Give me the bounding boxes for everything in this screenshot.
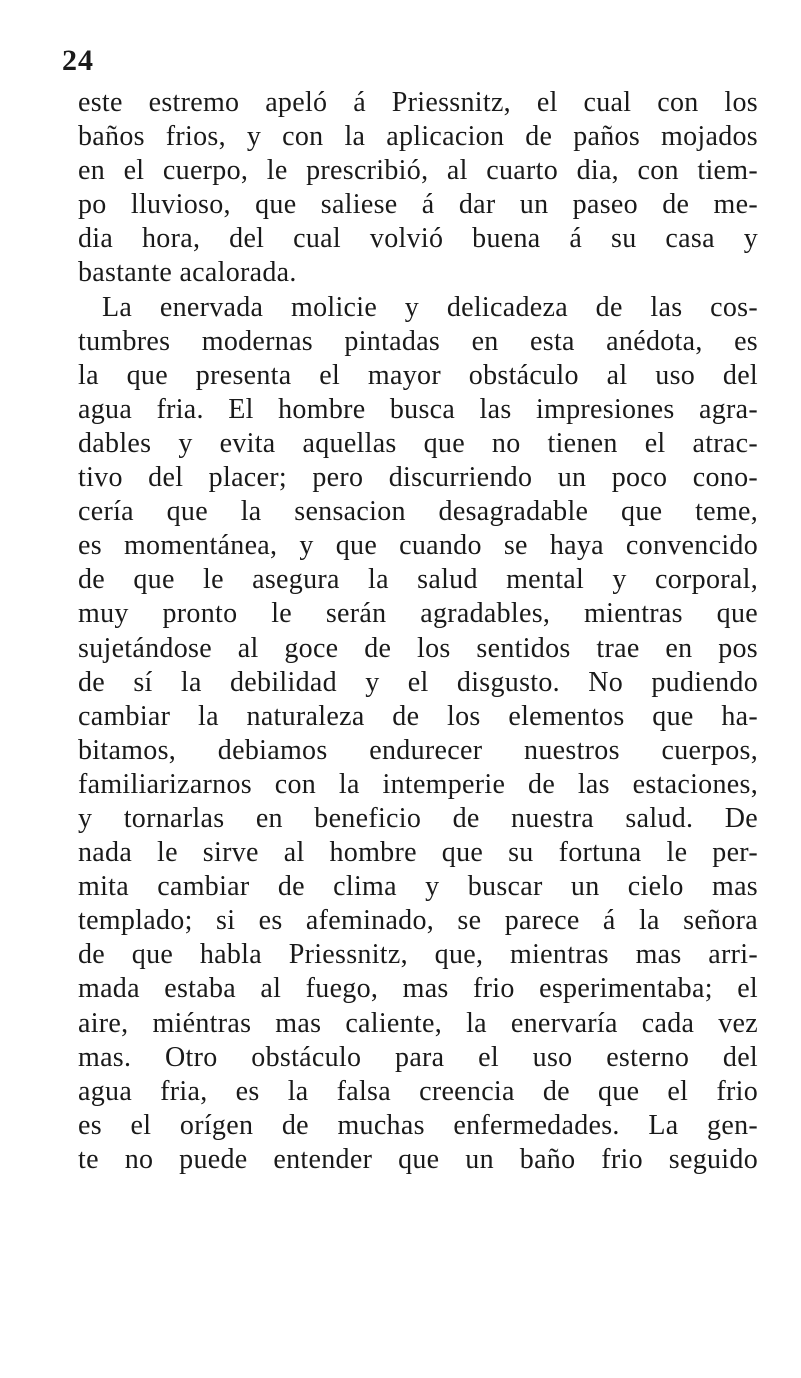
- text-line: de sí la debilidad y el disgusto. No pudiendo: [78, 666, 758, 698]
- text-line: bastante acalorada.: [78, 257, 297, 289]
- text-line: cería que la sensacion desagradable que teme,: [78, 496, 758, 528]
- text-line: baños frios, y con la aplicacion de paños mojados: [78, 121, 758, 153]
- text-line: bitamos, debiamos endurecer nuestros cuerpos,: [78, 734, 758, 766]
- text-line: mita cambiar de clima y buscar un cielo mas: [78, 871, 758, 903]
- text-line: templado; si es afeminado, se parece á la señora: [78, 905, 758, 937]
- text-line: dia hora, del cual volvió buena á su casa y: [78, 223, 758, 255]
- text-line: agua fria. El hombre busca las impresiones agra-: [78, 393, 758, 425]
- text-line: en el cuerpo, le prescribió, al cuarto dia, con tiem-: [78, 155, 758, 187]
- text-line: nada le sirve al hombre que su fortuna le per-: [78, 837, 758, 869]
- text-line: po lluvioso, que saliese á dar un paseo de me-: [78, 189, 758, 221]
- text-line: de que le asegura la salud mental y corporal,: [78, 564, 758, 596]
- text-line: familiarizarnos con la intemperie de las estaciones,: [78, 768, 758, 800]
- text-line: tivo del placer; pero discurriendo un poco cono-: [78, 462, 758, 494]
- text-line: aire, miéntras mas caliente, la enervaría cada vez: [78, 1007, 758, 1039]
- text-line: te no puede entender que un baño frio seguido: [78, 1143, 758, 1175]
- text-line: mas. Otro obstáculo para el uso esterno del: [78, 1041, 758, 1073]
- text-line: mada estaba al fuego, mas frio esperimentaba; el: [78, 973, 758, 1005]
- text-line: tumbres modernas pintadas en esta anédota, es: [78, 325, 758, 357]
- text-line: cambiar la naturaleza de los elementos que ha-: [78, 700, 758, 732]
- body-text: [78, 86, 758, 1177]
- text-line: la que presenta el mayor obstáculo al uso del: [78, 359, 758, 391]
- text-line: este estremo apeló á Priessnitz, el cual con los: [78, 87, 758, 118]
- text-line: es momentánea, y que cuando se haya convencido: [78, 530, 758, 562]
- text-line: dables y evita aquellas que no tienen el atrac-: [78, 427, 758, 459]
- text-line: de que habla Priessnitz, que, mientras mas arri-: [78, 939, 758, 971]
- text-line: y tornarlas en beneficio de nuestra salud. De: [78, 802, 758, 834]
- text-line: sujetándose al goce de los sentidos trae en pos: [78, 632, 758, 664]
- text-line: agua fria, es la falsa creencia de que el frio: [78, 1075, 758, 1107]
- text-line: muy pronto le serán agradables, mientras que: [78, 598, 758, 630]
- text-line: es el orígen de muchas enfermedades. La gen-: [78, 1109, 758, 1141]
- page-number: 24: [62, 44, 94, 77]
- text-line: La enervada molicie y delicadeza de las cos-: [102, 291, 758, 323]
